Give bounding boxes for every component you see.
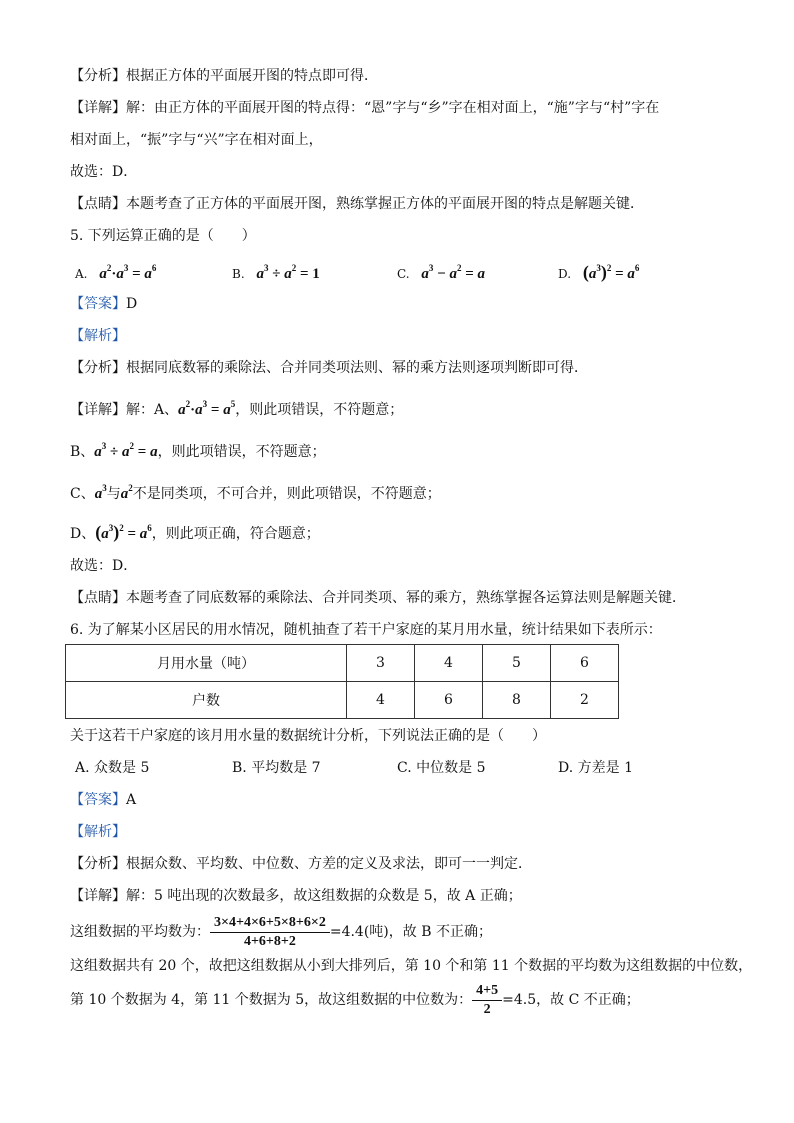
median-fraction — [472, 982, 502, 1019]
table-cell: 6 — [415, 682, 483, 719]
text: 根据同底数幂的乘除法、合并同类项法则、幂的乘方法则逐项判断即可得． — [126, 360, 588, 376]
option-letter: C. — [397, 267, 410, 281]
q6-analysis-tag: 【解析】 — [70, 824, 126, 840]
q6-question: 关于这若干户家庭的该月用水量的数据统计分析，下列说法正确的是（ ） — [70, 728, 546, 744]
tag-fenxi: 【分析】 — [70, 68, 126, 84]
table-cell: 6 — [551, 645, 619, 682]
fraction-numerator: 4+5 — [472, 982, 502, 1001]
table-header-cell: 户数 — [66, 682, 347, 719]
option-letter: A. — [75, 267, 88, 281]
formula: $a^2\cdot a^3 = a^5$ — [178, 399, 236, 418]
text: 解：A、 — [126, 402, 179, 418]
q5-detail-a — [70, 394, 403, 420]
formula-d: $(a^3)^2 = a^6$ — [582, 262, 640, 282]
q5-stem: 5. 下列运算正确的是（ ） — [70, 228, 256, 244]
tag-fenxi: 【分析】 — [70, 360, 126, 376]
q6-median-line-2 — [70, 980, 640, 1020]
tag-xiangjie: 【详解】 — [70, 402, 126, 418]
q5-analysis-tag: 【解析】 — [70, 328, 126, 344]
table-cell: 2 — [551, 682, 619, 719]
q6-option-a: A. 众数是 5 — [75, 760, 150, 776]
table-row — [66, 645, 619, 682]
q6-option-c: C. 中位数是 5 — [397, 760, 486, 776]
fraction-denominator: 2 — [483, 1001, 491, 1017]
option-letter: B. — [232, 267, 245, 281]
water-usage-table — [65, 644, 619, 719]
q5-answer — [70, 294, 137, 314]
tag-xiangjie: 【详解】 — [70, 888, 126, 904]
q6-detail — [70, 886, 522, 906]
q6-answer — [70, 790, 136, 810]
q6-option-b: B. 平均数是 7 — [232, 760, 321, 776]
tag-fenxi: 【分析】 — [70, 856, 126, 872]
q4-detail-line-2: 相对面上，“振”字与“兴”字在相对面上， — [70, 132, 323, 148]
text: 解：由正方体的平面展开图的特点得：“恩”字与“乡”字在相对面上，“施”字与“村”字在 — [126, 100, 660, 116]
formula: $a^3$ — [94, 483, 107, 502]
text: 不是同类项，不可合并，则此项错误，不符题意； — [132, 486, 441, 502]
option-letter: D. — [558, 267, 572, 281]
text: B、 — [70, 444, 95, 460]
tag-answer: 【答案】 — [70, 792, 126, 808]
q6-mean-line — [70, 912, 492, 952]
tag-dianjing: 【点睛】 — [70, 590, 126, 606]
q5-detail-c — [70, 478, 441, 504]
text: 第 10 个数据为 4，第 11 个数据为 5，故这组数据的中位数为： — [70, 992, 473, 1008]
q6-fenxi — [70, 854, 532, 874]
q4-analysis-line — [70, 66, 378, 86]
mean-fraction — [210, 914, 330, 951]
q6-option-d: D. 方差是 1 — [558, 760, 633, 776]
q5-note — [70, 588, 686, 608]
q5-fenxi — [70, 358, 588, 378]
text: C、 — [70, 486, 95, 502]
text: 根据正方体的平面展开图的特点即可得． — [126, 68, 378, 84]
formula-a: $a^2\cdot a^3 = a^6$ — [99, 263, 157, 282]
text: D、 — [70, 526, 96, 542]
formula: $a^2$ — [120, 483, 133, 502]
text: ，则此项错误，不符题意； — [235, 402, 404, 418]
text: =4.4(吨)，故 B 不正确； — [329, 924, 492, 940]
text: 本题考查了正方体的平面展开图，熟练掌握正方体的平面展开图的特点是解题关键． — [126, 196, 644, 212]
fraction-numerator: 3×4+4×6+5×8+6×2 — [210, 914, 330, 933]
q6-stem: 6. 为了解某小区居民的用水情况，随机抽查了若干户家庭的某月用水量，统计结果如下表所示： — [70, 622, 662, 638]
text: ，则此项错误，不符题意； — [157, 444, 326, 460]
table-cell: 4 — [347, 682, 415, 719]
text: ，则此项正确，符合题意； — [151, 526, 320, 542]
table-cell: 8 — [483, 682, 551, 719]
q5-option-c — [397, 258, 485, 284]
q5-detail-b — [70, 436, 326, 462]
q4-note-line — [70, 194, 644, 214]
q5-option-a — [75, 258, 156, 284]
table-cell: 3 — [347, 645, 415, 682]
q6-median-line-1: 这组数据共有 20 个，故把这组数据从小到大排列后，第 10 个和第 11 个数据的平均数为这组数据的中位数， — [70, 958, 753, 974]
table-cell: 4 — [415, 645, 483, 682]
q5-choose: 故选：D． — [70, 558, 138, 574]
table-header-cell: 月用水量（吨） — [66, 645, 347, 682]
tag-dianjing: 【点睛】 — [70, 196, 126, 212]
answer-value: D — [126, 296, 138, 312]
text: =4.5，故 C 不正确； — [502, 992, 640, 1008]
formula: $a^3 \div a^2 = a$ — [94, 441, 158, 460]
formula: $(a^3)^2 = a^6$ — [95, 522, 152, 542]
q5-detail-d — [70, 518, 320, 544]
table-row — [66, 682, 619, 719]
fraction-denominator: 4+6+8+2 — [243, 933, 296, 949]
q5-option-d — [558, 258, 639, 284]
text: 解：5 吨出现的次数最多，故这组数据的众数是 5，故 A 正确； — [126, 888, 522, 904]
text: 与 — [106, 486, 121, 502]
q4-choose-line: 故选：D． — [70, 164, 138, 180]
answer-value: A — [126, 792, 137, 808]
tag-answer: 【答案】 — [70, 296, 126, 312]
text: 根据众数、平均数、中位数、方差的定义及求法，即可一一判定． — [126, 856, 532, 872]
text: 这组数据的平均数为： — [70, 924, 210, 940]
q5-option-b — [232, 258, 320, 284]
formula-b: $a^3 \div a^2 = 1$ — [256, 263, 320, 282]
table-cell: 5 — [483, 645, 551, 682]
formula-c: $a^3 - a^2 = a$ — [421, 263, 486, 282]
text: 本题考查了同底数幂的乘除法、合并同类项、幂的乘方，熟练掌握各运算法则是解题关键． — [126, 590, 686, 606]
tag-xiangjie: 【详解】 — [70, 100, 126, 116]
q4-detail-line — [70, 98, 659, 118]
